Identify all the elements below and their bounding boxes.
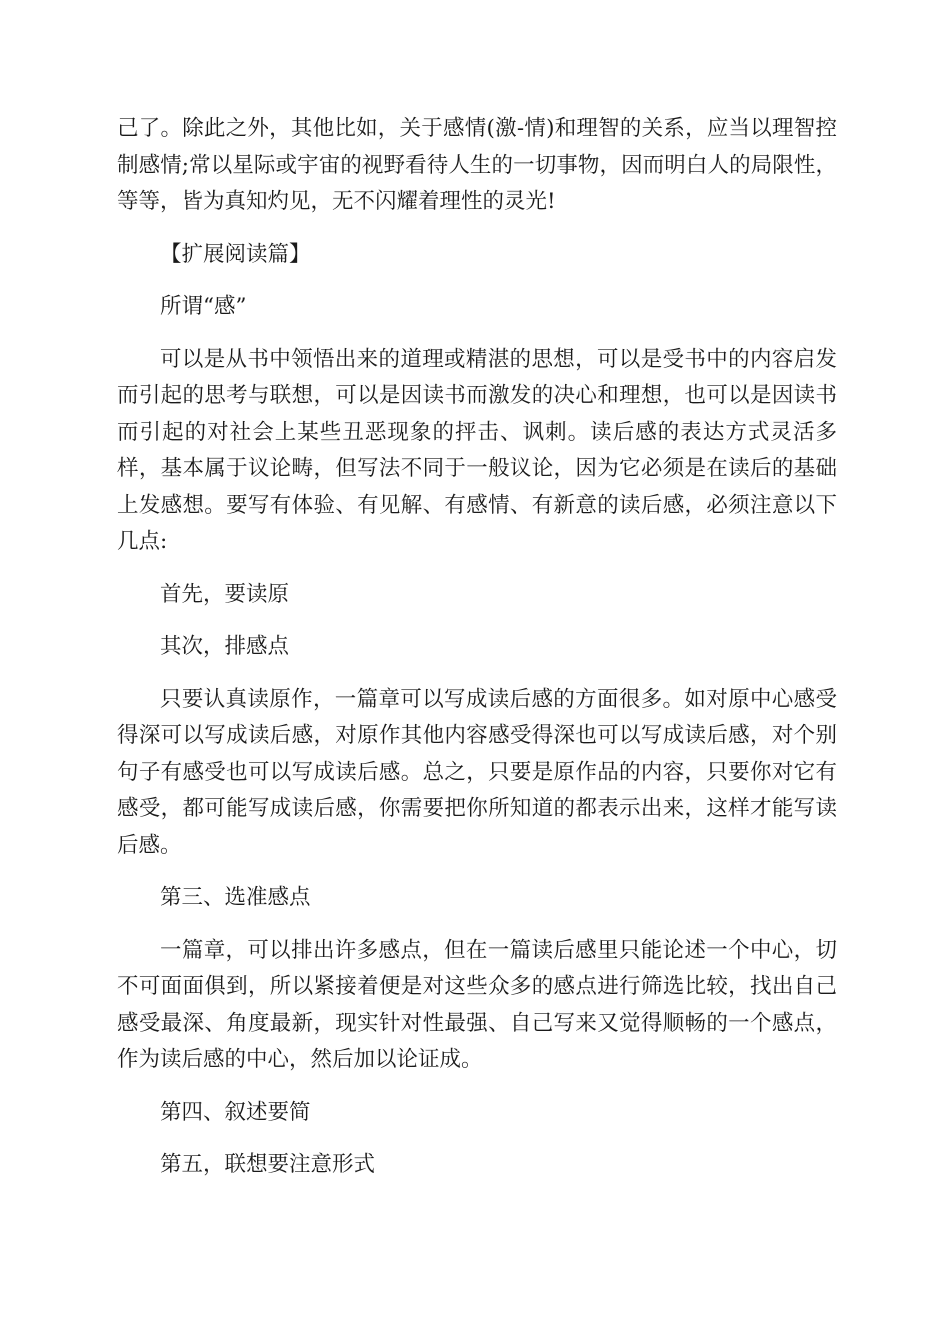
continuation-paragraph: 己了。除此之外，其他比如，关于感情(激-情)和理智的关系，应当以理智控制感情;常以星际或宇宙的视野看待人生的一切事物，因而明白人的局限性，等等，皆为真知灼见，无不闪耀着理性的灵光! [117,116,837,214]
body-paragraph-second: 只要认真读原作，一篇章可以写成读后感的方面很多。如对原中心感受得深可以写成读后感，对原作其他内容感受得深也可以写成读后感，对个别句子有感受也可以写成读后感。总之，只要是原作品的内容，只要你对它有感受，都可能写成读后感，你需要把你所知道的都表示出来，这样才能写读后感。 [117,686,837,858]
body-paragraph-definition: 可以是从书中领悟出来的道理或精湛的思想，可以是受书中的内容启发而引起的思考与联想，可以是因读书而激发的决心和理想，也可以是因读书而引起的对社会上某些丑恶现象的抨击、讽刺。读后感的表达方式灵活多样，基本属于议论畴，但写法不同于一般议论，因为它必须是在读后的基础上发感想。要写有体验、有见解、有感情、有新意的读后感，必须注意以下几点: [117,346,837,554]
point-heading-fifth: 第五，联想要注意形式 [160,1152,376,1177]
body-paragraph-third: 一篇章，可以排出许多感点，但在一篇读后感里只能论述一个中心，切不可面面俱到，所以紧接着便是对这些众多的感点进行筛选比较，找出自己感受最深、角度最新，现实针对性最强、自己写来又觉得顺畅的一个感点，作为读后感的中心，然后加以论证成。 [117,937,837,1072]
point-heading-third: 第三、选准感点 [160,885,311,910]
point-heading-second: 其次，排感点 [160,634,290,659]
document-body [117,111,837,1200]
point-heading-fourth: 第四、叙述要简 [160,1099,311,1125]
section-heading-extended-reading: 【扩展阅读篇】 [160,241,311,267]
subheading-so-called-gan: 所谓“感” [160,294,247,319]
point-heading-first: 首先，要读原 [160,581,290,607]
